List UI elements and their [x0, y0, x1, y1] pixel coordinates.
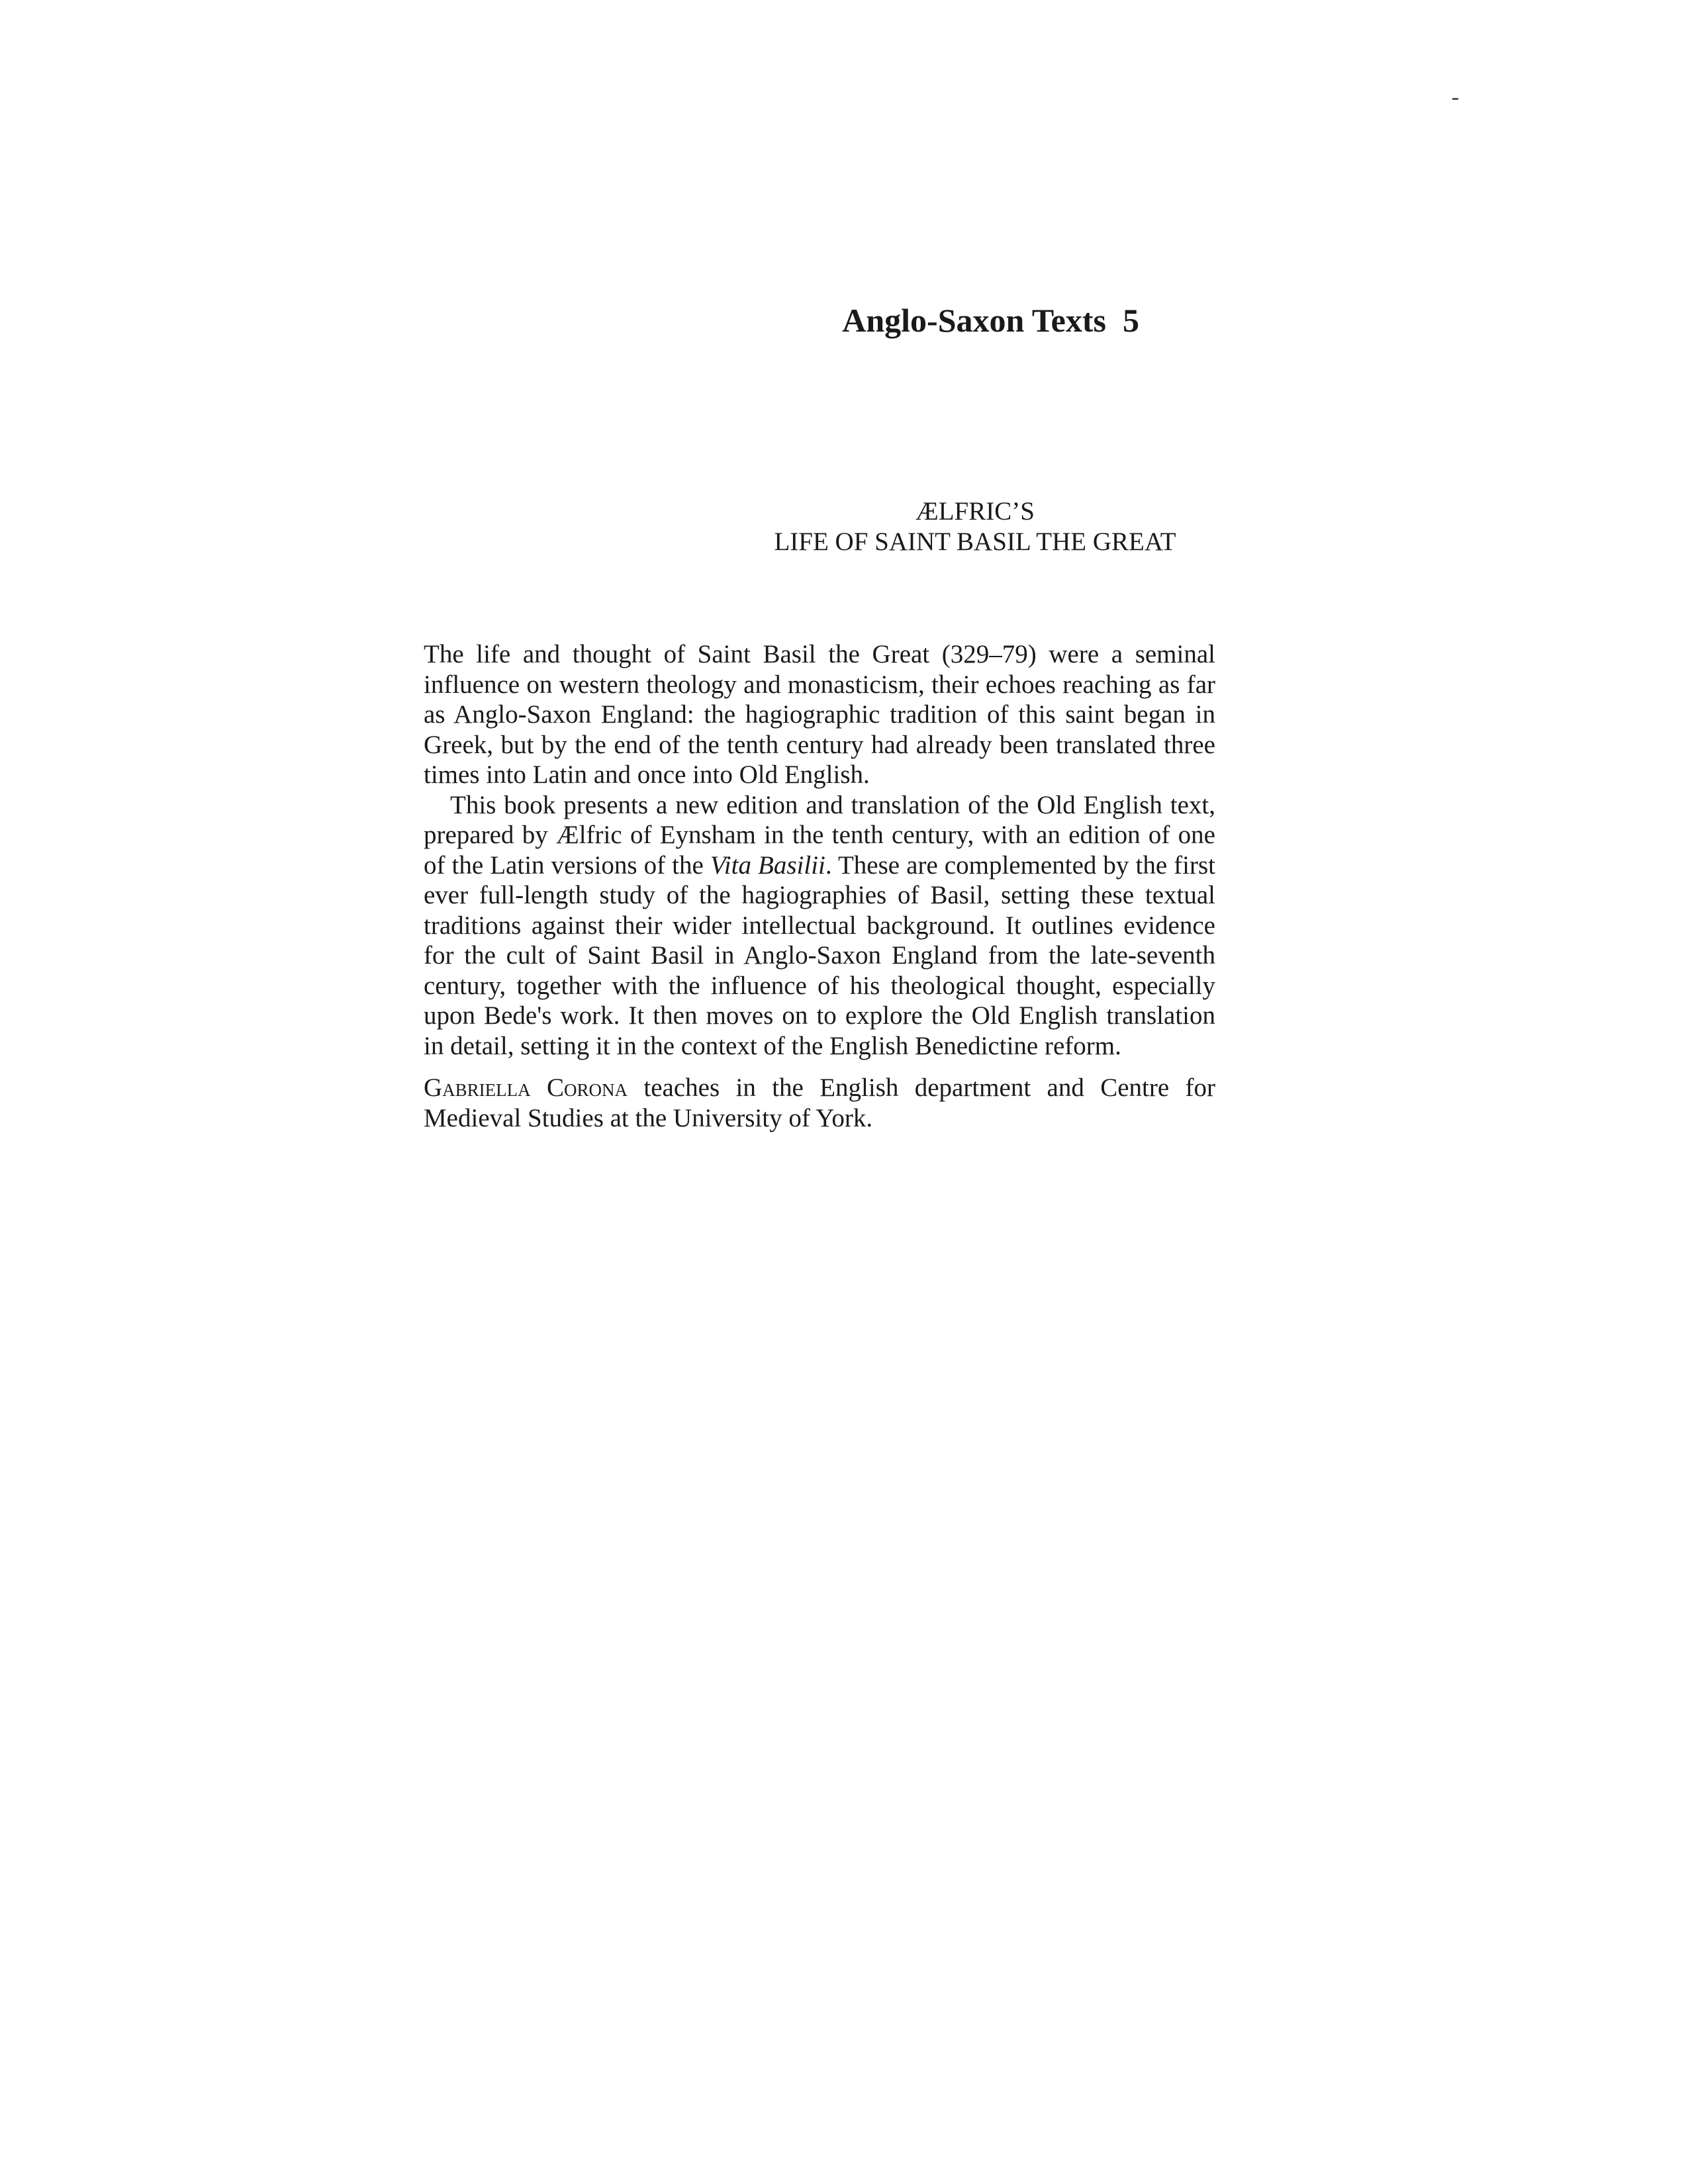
scan-mark	[1452, 98, 1458, 100]
blurb-paragraph-2	[424, 790, 1215, 1062]
blurb-paragraph-2-part-1: This book presents a new edition and translation of the Old English text, prepared by Ælfric of Eynsham in the tenth century, with an edition of one of the Latin versions of the	[424, 790, 1215, 880]
series-title-text: Anglo-Saxon Texts 5	[842, 302, 1139, 339]
series-title	[0, 261, 1688, 380]
author-bio-text: teaches in the English department and Centre for Medieval Studies at the University of York.	[424, 1073, 1215, 1132]
author-name: Gabriella Corona	[424, 1073, 628, 1102]
blurb-paragraph-1: The life and thought of Saint Basil the Great (329–79) were a seminal influence on western theology and monasticism, their echoes reaching as far as Anglo-Saxon England: the hagiographic tradition of this saint began in Greek, but by the end of the tenth century had already been translated three times into Latin and once into Old English.	[424, 640, 1215, 789]
book-title-line-1: ÆLFRIC’S	[915, 497, 1035, 525]
vita-basilii-title: Vita Basilii	[710, 850, 825, 880]
blurb	[424, 639, 1215, 1133]
book-title-line-2: LIFE OF SAINT BASIL THE GREAT	[774, 527, 1176, 556]
blurb-paragraph-2-part-2: . These are complemented by the first ever full-length study of the hagiographies of Basil, setting these textual traditions against their wider intellectual background. It outlines evidence for the cult of Saint Basil in Anglo-Saxon England from the late-seventh century, together with the influence of his theological thought, especially upon Bede's work. It then moves on to explore the Old English translation in detail, setting it in the context of the English Benedictine reform.	[424, 850, 1216, 1060]
author-bio	[424, 1073, 1215, 1133]
book-title	[0, 496, 1688, 557]
